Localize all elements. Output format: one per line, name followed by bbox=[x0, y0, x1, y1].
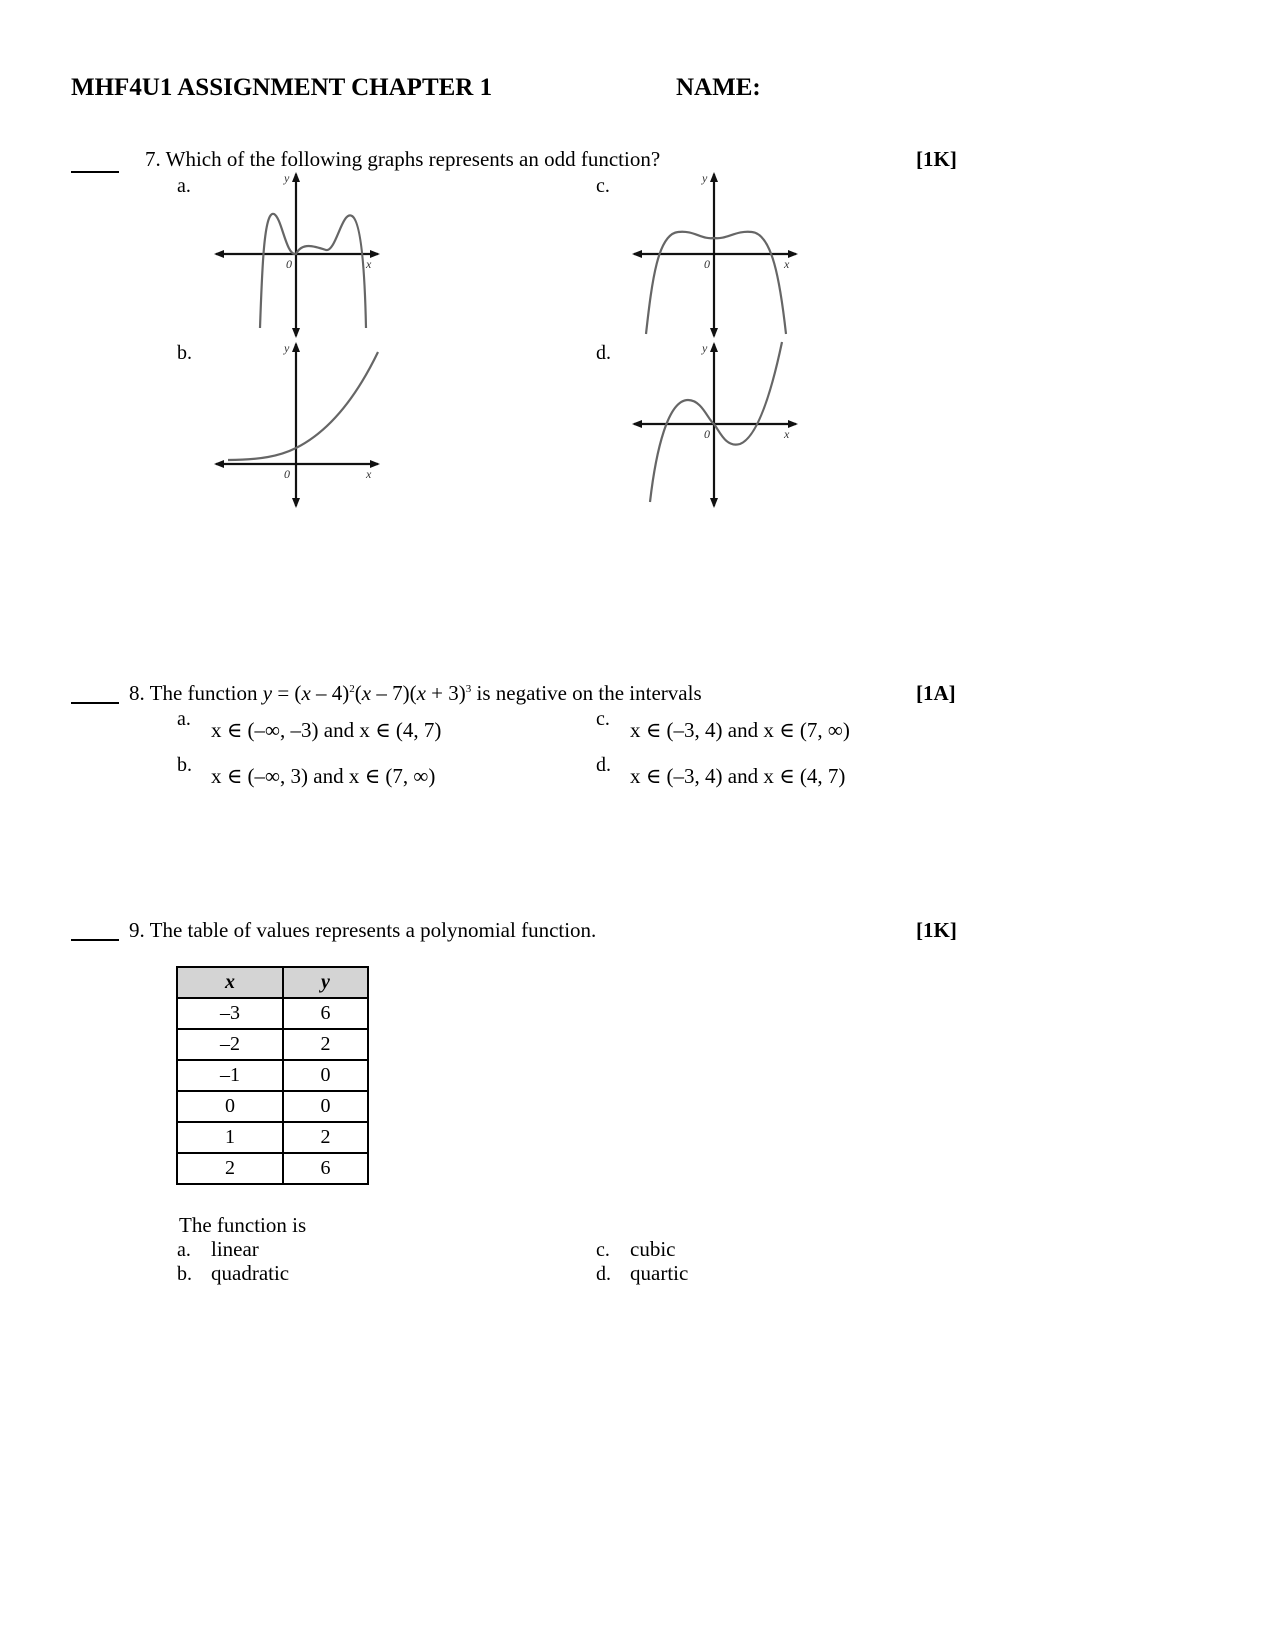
q7-graph-a bbox=[210, 170, 385, 340]
q9-option-b-text: quadratic bbox=[211, 1261, 290, 1285]
q8-option-a-letter: a. bbox=[177, 708, 191, 730]
q7-option-c-letter: c. bbox=[596, 175, 610, 197]
q8-option-c-letter: c. bbox=[596, 708, 610, 730]
question-8-text: 8. The function $y = (x - 4)^2(x - 7)(x + 3)^3$ is negative on the intervals bbox=[129, 681, 702, 705]
q8-option-c-text: x ∈ (–3, 4) and x ∈ (7, ∞) bbox=[630, 718, 850, 742]
q8-option-a-text: x ∈ (–∞, –3) and x ∈ (4, 7) bbox=[211, 718, 442, 742]
q9-option-d-text: quartic bbox=[630, 1261, 689, 1285]
table-cell-y: 2 bbox=[283, 1029, 368, 1060]
question-7-mark: [1K] bbox=[916, 147, 957, 171]
q9-option-a-text: linear bbox=[211, 1237, 259, 1261]
question-7-text: 7. Which of the following graphs represents an odd function? bbox=[145, 147, 661, 171]
table-row bbox=[177, 1122, 368, 1153]
q8-option-b-text: x ∈ (–∞, 3) and x ∈ (7, ∞) bbox=[211, 764, 436, 788]
table-cell-y: 0 bbox=[283, 1060, 368, 1091]
values-table bbox=[176, 966, 369, 1185]
table-cell-x: –3 bbox=[177, 998, 283, 1029]
question-9-mark: [1K] bbox=[916, 918, 957, 942]
table-cell-y: 2 bbox=[283, 1122, 368, 1153]
q9-option-a-letter: a. bbox=[177, 1239, 191, 1261]
q7-graph-a-curve bbox=[260, 214, 366, 328]
q7-option-b-letter: b. bbox=[177, 342, 192, 364]
q7-graph-c-origin: 0 bbox=[704, 257, 710, 271]
q7-graph-c bbox=[628, 170, 803, 340]
q7-graph-d-origin: 0 bbox=[704, 427, 710, 441]
q7-graph-c-curve bbox=[646, 232, 786, 334]
table-row bbox=[177, 1029, 368, 1060]
table-row bbox=[177, 998, 368, 1029]
table-row bbox=[177, 1153, 368, 1184]
table-cell-y: 0 bbox=[283, 1091, 368, 1122]
answer-blank-q9[interactable] bbox=[71, 939, 119, 941]
q7-graph-b-x-label: x bbox=[366, 467, 372, 481]
table-header-x: x bbox=[177, 967, 283, 998]
table-cell-y: 6 bbox=[283, 998, 368, 1029]
q7-graph-a-y-label: y bbox=[284, 171, 290, 185]
q7-graph-a-origin: 0 bbox=[286, 257, 292, 271]
q7-graph-d-x-label: x bbox=[784, 427, 790, 441]
q7-option-a-letter: a. bbox=[177, 175, 191, 197]
table-header-row bbox=[177, 967, 368, 998]
question-8-prefix: 8. The function bbox=[129, 681, 263, 705]
question-8-mark: [1A] bbox=[916, 681, 956, 705]
q7-option-d-letter: d. bbox=[596, 342, 611, 364]
name-label: NAME: bbox=[676, 74, 761, 101]
q9-option-c-letter: c. bbox=[596, 1239, 610, 1261]
q7-graph-b bbox=[210, 340, 385, 510]
q7-graph-d-curve bbox=[650, 342, 782, 502]
q7-graph-d-y-label: y bbox=[702, 341, 708, 355]
q7-graph-d bbox=[628, 340, 803, 510]
question-9-text: 9. The table of values represents a polynomial function. bbox=[129, 918, 597, 942]
q7-graph-b-y-label: y bbox=[284, 341, 290, 355]
q7-graph-c-x-label: x bbox=[784, 257, 790, 271]
q7-graph-a-x-label: x bbox=[366, 257, 372, 271]
q9-option-b-letter: b. bbox=[177, 1263, 192, 1285]
q9-option-c-text: cubic bbox=[630, 1237, 676, 1261]
q7-graph-b-axes bbox=[214, 342, 380, 508]
q7-graph-c-axes bbox=[632, 172, 798, 338]
table-cell-x: 1 bbox=[177, 1122, 283, 1153]
answer-blank-q8[interactable] bbox=[71, 702, 119, 704]
table-cell-x: 0 bbox=[177, 1091, 283, 1122]
table-row bbox=[177, 1060, 368, 1091]
table-header-y: y bbox=[283, 967, 368, 998]
q8-option-b-letter: b. bbox=[177, 754, 192, 776]
table-row bbox=[177, 1091, 368, 1122]
table-cell-x: 2 bbox=[177, 1153, 283, 1184]
table-cell-y: 6 bbox=[283, 1153, 368, 1184]
q7-graph-b-curve bbox=[228, 352, 378, 460]
q8-option-d-letter: d. bbox=[596, 754, 611, 776]
q9-stem: The function is bbox=[179, 1213, 307, 1237]
table-cell-x: –2 bbox=[177, 1029, 283, 1060]
table-cell-x: –1 bbox=[177, 1060, 283, 1091]
answer-blank-q7[interactable] bbox=[71, 171, 119, 173]
q7-graph-a-axes bbox=[214, 172, 380, 338]
assignment-title: MHF4U1 ASSIGNMENT CHAPTER 1 bbox=[71, 74, 493, 101]
q7-graph-b-origin: 0 bbox=[284, 467, 290, 481]
q7-graph-c-y-label: y bbox=[702, 171, 708, 185]
q9-option-d-letter: d. bbox=[596, 1263, 611, 1285]
q8-option-d-text: x ∈ (–3, 4) and x ∈ (4, 7) bbox=[630, 764, 846, 788]
